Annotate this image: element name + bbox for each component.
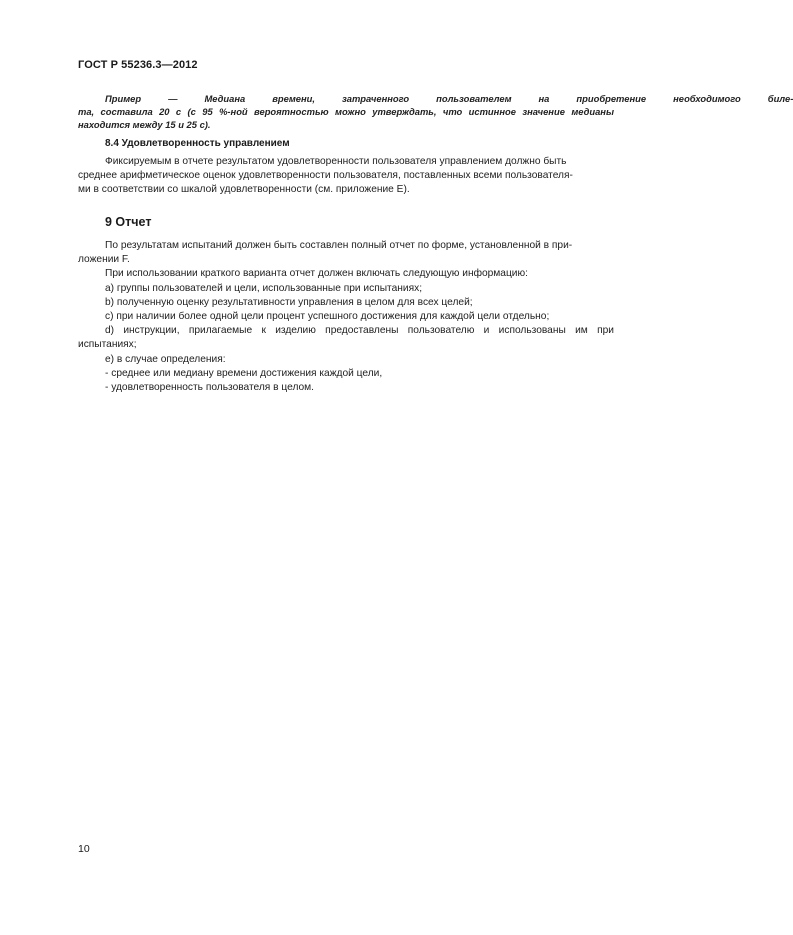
word: можно	[335, 106, 366, 117]
word: 20	[159, 106, 170, 117]
section-8-4-paragraph	[78, 155, 614, 198]
paragraph-line: Фиксируемым в отчете результатом удовлетворенности пользователя управлением должно быть	[105, 156, 567, 167]
word: Медиана	[204, 93, 246, 104]
list-item: a) группы пользователей и цели, использованные при испытаниях;	[105, 282, 423, 294]
word: с	[175, 106, 182, 117]
word: времени,	[272, 93, 315, 104]
list-item: c) при наличии более одной цели процент успешного достижения для каждой цели отдельно;	[105, 311, 550, 323]
word: та,	[78, 106, 95, 117]
page-number: 10	[78, 843, 90, 855]
word: медианы	[571, 106, 614, 117]
word: при	[597, 325, 614, 337]
word: вероятностью	[254, 106, 329, 117]
word: на	[538, 93, 550, 104]
word: прилагаемые	[188, 325, 253, 337]
list-item	[78, 324, 614, 338]
paragraph-line: По результатам испытаний должен быть составлен полный отчет по форме, установленной в при-	[105, 240, 573, 251]
list-item: e) в случае определения:	[105, 353, 226, 365]
section-9-heading: 9 Отчет	[105, 215, 152, 229]
word: утверждать,	[372, 106, 437, 117]
section-8-4-heading: 8.4 Удовлетворенность управлением	[105, 138, 290, 149]
word: и	[483, 325, 490, 337]
list-subitem: - среднее или медиану времени достижения каждой цели,	[105, 367, 383, 379]
word: биле-	[767, 93, 793, 104]
word: использованы	[498, 325, 566, 337]
word: затраченного	[341, 93, 410, 104]
word: составила	[100, 106, 153, 117]
word: d)	[105, 325, 115, 337]
example-note	[78, 92, 793, 131]
paragraph-line: ми в соответствии со шкалой удовлетворенности (см. приложение Е).	[78, 184, 410, 196]
word: необходимого	[673, 93, 741, 104]
word: приобретение	[576, 93, 647, 104]
word: —	[168, 93, 178, 104]
word: им	[575, 325, 588, 337]
word: пользователю	[407, 325, 475, 337]
word: изделию	[275, 325, 316, 337]
list-subitem: - удовлетворенность пользователя в целом.	[105, 382, 315, 394]
word: истинное	[468, 106, 516, 117]
word: значение	[522, 106, 565, 117]
example-line	[78, 92, 793, 105]
section-9-content	[78, 239, 614, 395]
word: к	[261, 325, 266, 337]
paragraph-line: среднее арифметическое оценок удовлетворенности пользователя, поставленных всеми пользователя-	[78, 170, 573, 182]
word: 95	[202, 106, 213, 117]
word: Пример	[105, 93, 142, 104]
word: (с	[187, 106, 196, 117]
paragraph-line: ложении F.	[78, 254, 130, 266]
word: пользователем	[436, 93, 512, 104]
list-intro: При использовании краткого варианта отчет должен включать следующую информацию:	[105, 268, 528, 280]
document-header: ГОСТ Р 55236.3—2012	[78, 59, 198, 71]
example-line	[78, 105, 614, 118]
list-item: b) полученную оценку результативности управления в целом для всех целей;	[105, 296, 473, 308]
example-line: находится между 15 и 25 с).	[78, 119, 211, 130]
list-item-continuation: испытаниях;	[78, 339, 137, 351]
word: %-ной	[219, 106, 248, 117]
word: что	[442, 106, 463, 117]
word: инструкции,	[123, 325, 180, 337]
word: предоставлены	[325, 325, 399, 337]
